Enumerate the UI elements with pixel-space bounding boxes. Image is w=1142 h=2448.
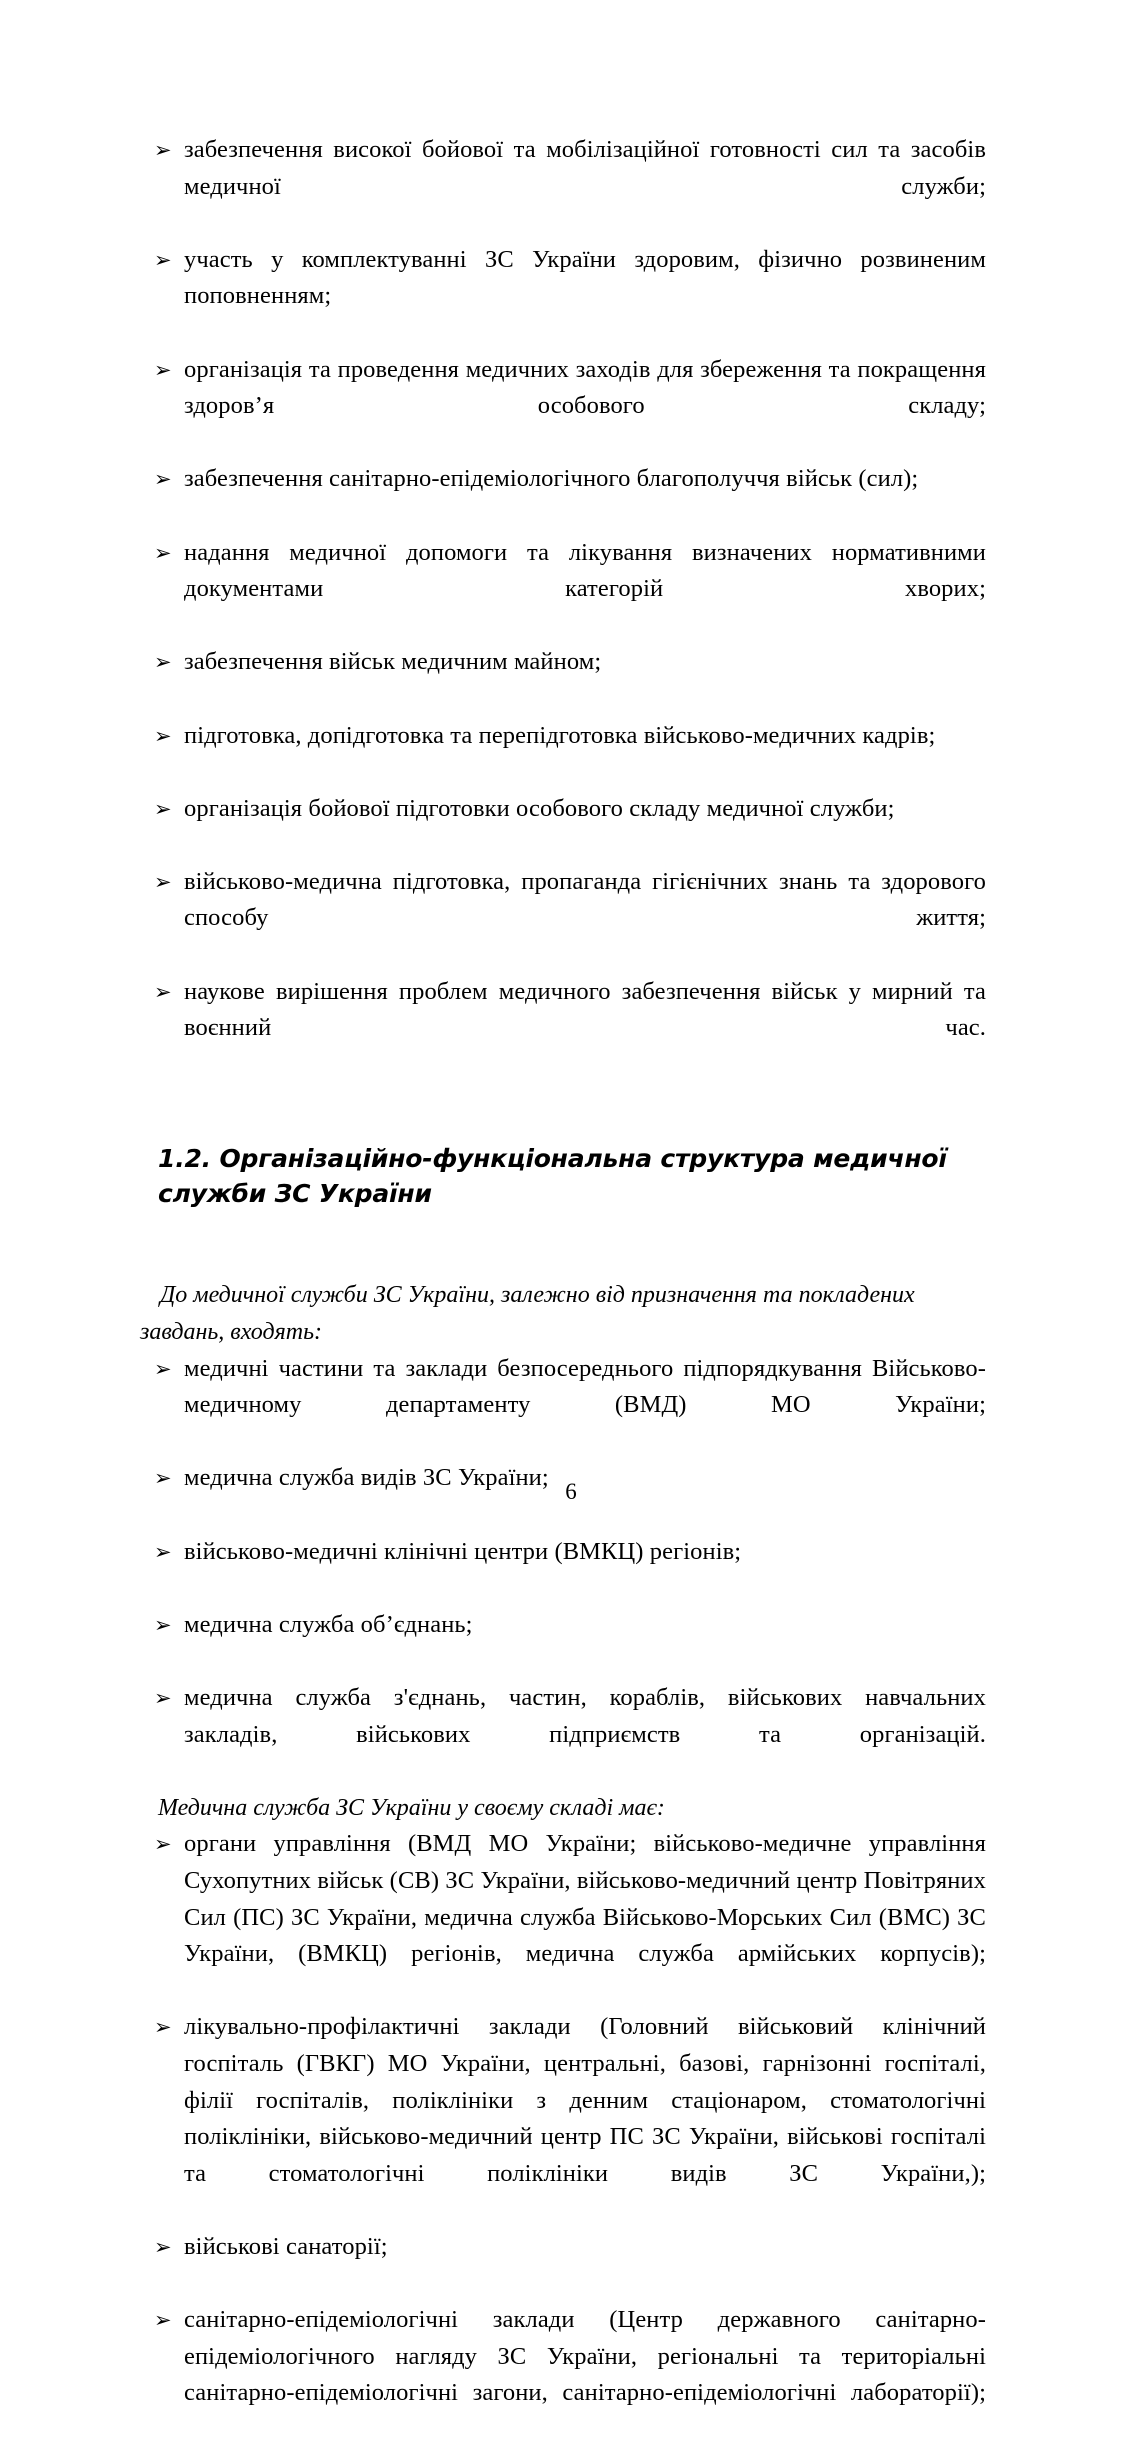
list-item bbox=[140, 1680, 986, 1790]
arrowhead-bullet-icon: ➢ bbox=[154, 869, 172, 894]
arrowhead-bullet-icon: ➢ bbox=[154, 979, 172, 1004]
arrowhead-bullet-icon: ➢ bbox=[154, 467, 172, 492]
arrowhead-bullet-icon: ➢ bbox=[154, 1612, 172, 1637]
arrowhead-bullet-icon: ➢ bbox=[154, 357, 172, 382]
list-item-text: медичні частини та заклади безпосереднього підпорядкування Військово-медичному департаменту (ВМД) МО України; bbox=[184, 1354, 986, 1419]
list-item bbox=[140, 718, 986, 791]
task-list-one bbox=[140, 132, 986, 1083]
list-item bbox=[140, 864, 986, 974]
task-list-three bbox=[140, 1826, 986, 2448]
spacer bbox=[140, 1083, 986, 1141]
page-number: 6 bbox=[565, 1479, 577, 1504]
arrowhead-bullet-icon: ➢ bbox=[154, 1539, 172, 1564]
list-item-text: підготовка, допідготовка та перепідготовка військово-медичних кадрів; bbox=[184, 721, 936, 749]
list-item-text: медична служба об’єднань; bbox=[184, 1610, 473, 1638]
list-item-text: медична служба з'єднань, частин, кораблів, військових навчальних закладів, військових підприємств та організацій. bbox=[184, 1683, 986, 1748]
arrowhead-bullet-icon: ➢ bbox=[154, 2234, 172, 2259]
arrowhead-bullet-icon: ➢ bbox=[154, 796, 172, 821]
list-item bbox=[140, 2009, 986, 2229]
list-item bbox=[140, 1351, 986, 1461]
arrowhead-bullet-icon: ➢ bbox=[154, 247, 172, 272]
list-item bbox=[140, 242, 986, 352]
list-item-text: військові санаторії; bbox=[184, 2232, 388, 2260]
arrowhead-bullet-icon: ➢ bbox=[154, 1466, 172, 1491]
list-item bbox=[140, 1534, 986, 1607]
list-item-text: забезпечення санітарно-епідеміологічного благополуччя військ (сил); bbox=[184, 465, 919, 493]
lead-paragraph-two: Медична служба ЗС України у своєму складі має: bbox=[158, 1794, 665, 1821]
arrowhead-bullet-icon: ➢ bbox=[154, 2015, 172, 2040]
list-item-text: органи управління (ВМД МО України; військово-медичне управління Сухопутних військ (СВ) ЗС України, військово-медичний центр Повітряних Сил (ПС) ЗС України, медична служба Військово-Морських Сил (ВМС) ЗС України, (ВМКЦ) регіонів, медична служба армійських корпусів); bbox=[184, 1830, 986, 1968]
list-item-text: військово-медичні клінічні центри (ВМКЦ) регіонів; bbox=[184, 1537, 742, 1565]
list-item-text: забезпечення військ медичним майном; bbox=[184, 648, 602, 676]
arrowhead-bullet-icon: ➢ bbox=[154, 1685, 172, 1710]
list-item-text: участь у комплектуванні ЗС України здоровим, фізично розвиненим поповненням; bbox=[184, 245, 986, 310]
list-item-text: надання медичної допомоги та лікування визначених нормативними документами категорій хворих; bbox=[184, 538, 986, 603]
section-heading: 1.2. Організаційно-функціональна структура медичної служби ЗС України bbox=[158, 1144, 947, 1209]
arrowhead-bullet-icon: ➢ bbox=[154, 723, 172, 748]
list-item-text: забезпечення високої бойової та мобілізаційної готовності сил та засобів медичної служби; bbox=[184, 136, 986, 200]
list-item-text: наукове вирішення проблем медичного забезпечення військ у мирний та воєнний час. bbox=[184, 977, 986, 1042]
list-item bbox=[140, 974, 986, 1084]
list-item-text: лікувально-профілактичні заклади (Головний військовий клінічний госпіталь (ГВКГ) МО України, центральні, базові, гарнізонні госпіталі, філії госпіталів, поліклініки з денним стаціонаром, стоматологічні поліклініки, військово-медичний центр ПС ЗС України, військові госпіталі та стоматологічні поліклініки видів ЗС України,); bbox=[184, 2013, 986, 2187]
arrowhead-bullet-icon: ➢ bbox=[154, 650, 172, 675]
list-item bbox=[140, 352, 986, 462]
list-item-text: організація та проведення медичних заходів для збереження та покращення здоров’я особового складу; bbox=[184, 355, 986, 420]
lead-paragraph-one: До медичної служби ЗС України, залежно від призначення та покладених завдань, входять: bbox=[140, 1282, 915, 1346]
list-item bbox=[140, 2229, 986, 2302]
arrowhead-bullet-icon: ➢ bbox=[154, 138, 172, 162]
list-item bbox=[140, 1826, 986, 2009]
list-item bbox=[140, 461, 986, 534]
arrowhead-bullet-icon: ➢ bbox=[154, 2308, 172, 2333]
arrowhead-bullet-icon: ➢ bbox=[154, 1356, 172, 1381]
list-item-text: організація бойової підготовки особового складу медичної служби; bbox=[184, 794, 895, 822]
page-content bbox=[140, 132, 986, 2448]
list-item-text: військово-медична підготовка, пропаганда гігієнічних знань та здорового способу життя; bbox=[184, 867, 986, 932]
list-item bbox=[140, 791, 986, 864]
list-item-text: санітарно-епідеміологічні заклади (Центр державного санітарно-епідеміологічного нагляду ЗС України, регіональні та територіальні санітарно-епідеміологічні загони, санітарно-епідеміологічні лабораторії); bbox=[184, 2306, 986, 2407]
list-item bbox=[140, 535, 986, 645]
spacer bbox=[140, 1211, 986, 1277]
list-item-text: медична служба видів ЗС України; bbox=[184, 1464, 549, 1492]
task-list-two bbox=[140, 1351, 986, 1790]
list-item bbox=[140, 132, 986, 242]
list-item bbox=[140, 1607, 986, 1680]
list-item bbox=[140, 644, 986, 717]
arrowhead-bullet-icon: ➢ bbox=[154, 1832, 172, 1857]
arrowhead-bullet-icon: ➢ bbox=[154, 540, 172, 565]
list-item bbox=[140, 2302, 986, 2448]
